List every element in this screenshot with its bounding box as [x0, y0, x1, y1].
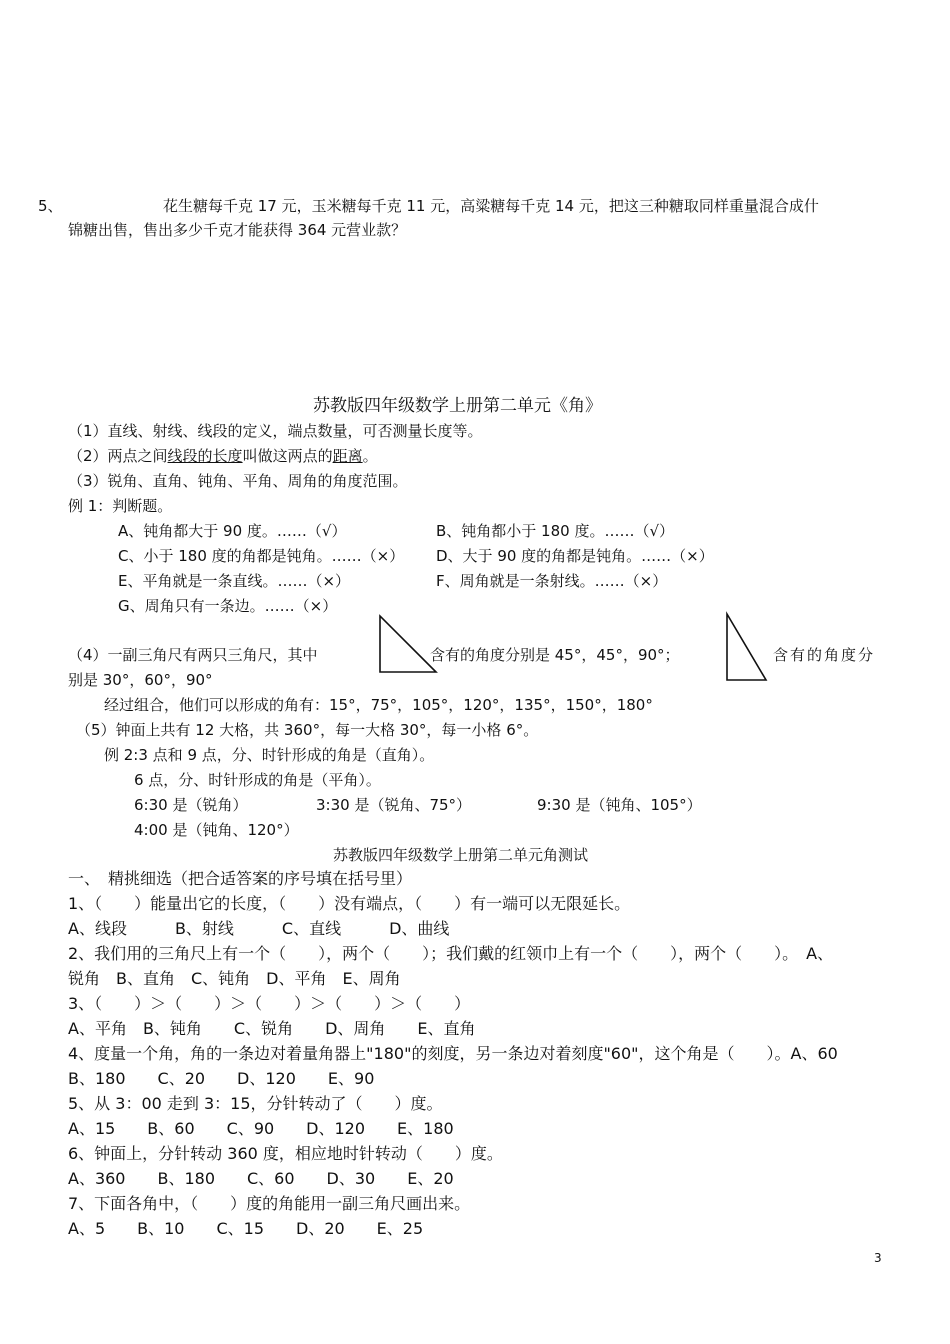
quiz-q6: 6、钟面上，分针转动 360 度，相应地时针转动（ ）度。 [68, 1144, 503, 1163]
example-1-item-a: A、钝角都大于 90 度。……（√） [118, 522, 347, 540]
quiz-q7: 7、下面各角中，（ ）度的角能用一副三角尺画出来。 [68, 1194, 471, 1213]
quiz-q3: 3、（ ）＞（ ）＞（ ）＞（ ）＞（ ） [68, 994, 471, 1013]
set-square-45-icon [378, 614, 438, 674]
quiz-q4-options: B、180 C、20 D、120 E、90 [68, 1069, 375, 1088]
example-2-line-1: 例 2:3 点和 9 点，分、时针形成的角是（直角）。 [104, 746, 435, 764]
quiz-q5-options: A、15 B、60 C、90 D、120 E、180 [68, 1119, 454, 1138]
problem-number: 5、 [38, 197, 63, 215]
notes-point-5: （5）钟面上共有 12 大格，共 360°，每一大格 30°，每一小格 6°。 [76, 721, 539, 739]
quiz-q6-options: A、360 B、180 C、60 D、30 E、20 [68, 1169, 454, 1188]
notes-point-4-a: （4）一副三角尺有两只三角尺，其中 [68, 646, 318, 664]
example-1-item-d: D、大于 90 度的角都是钝角。……（×） [436, 547, 714, 565]
example-1-item-b: B、钝角都小于 180 度。……（√） [436, 522, 675, 540]
problem-text-line-2: 锦糖出售，售出多少千克才能获得 364 元营业款？ [68, 221, 407, 239]
quiz-q7-options: A、5 B、10 C、15 D、20 E、25 [68, 1219, 424, 1238]
notes-point-2-a: （2）两点之间 [68, 447, 168, 465]
notes-title: 苏教版四年级数学上册第二单元《角》 [313, 396, 602, 416]
example-1-item-c: C、小于 180 度的角都是钝角。……（×） [118, 547, 405, 565]
example-2-item-400: 4:00 是（钝角、120°） [134, 821, 299, 839]
quiz-q4: 4、度量一个角，角的一条边对着量角器上"180"的刻度，另一条边对着刻度"60"，这个角是（ ）。A、60 [68, 1044, 838, 1063]
quiz-title: 苏教版四年级数学上册第二单元角测试 [333, 846, 589, 864]
quiz-q5: 5、从 3：00 走到 3：15，分针转动了（ ）度。 [68, 1094, 443, 1113]
notes-point-2-e: 。 [362, 447, 378, 465]
quiz-q1: 1、（ ）能量出它的长度，（ ）没有端点，（ ）有一端可以无限延长。 [68, 894, 631, 913]
notes-point-2-c: 叫做这两点的 [242, 447, 333, 465]
notes-point-4-e: 经过组合，他们可以形成的角有：15°，75°，105°，120°，135°，150°，180° [104, 696, 653, 714]
example-1-item-e: E、平角就是一条直线。……（×） [118, 572, 351, 590]
quiz-q3-options: A、平角 B、钝角 C、锐角 D、周角 E、直角 [68, 1019, 476, 1038]
notes-point-1: （1）直线、射线、线段的定义，端点数量，可否测量长度等。 [68, 422, 483, 440]
page-number: 3 [874, 1251, 882, 1265]
notes-point-4-b: 含有的角度分别是 45°，45°，90°； [430, 646, 680, 664]
problem-text-line-1: 花生糖每千克 17 元，玉米糖每千克 11 元，高粱糖每千克 14 元，把这三种糖取同样重量混合成什 [163, 197, 819, 215]
quiz-q2-options: 锐角 B、直角 C、钝角 D、平角 E、周角 [68, 969, 401, 988]
example-1-item-g: G、周角只有一条边。……（×） [118, 597, 338, 615]
example-2-item-930: 9:30 是（钝角、105°） [537, 796, 702, 814]
notes-point-2 [68, 446, 378, 466]
notes-point-2-underlined-2: 距离 [332, 447, 363, 465]
example-2-line-2: 6 点，分、时针形成的角是（平角）。 [134, 771, 381, 789]
notes-point-4-d: 别是 30°，60°，90° [68, 671, 213, 689]
example-1-item-f: F、周角就是一条射线。……（×） [436, 572, 668, 590]
notes-point-4-c: 含有的角度分 [773, 646, 876, 664]
quiz-section-heading: 一、 精挑细选（把合适答案的序号填在括号里） [68, 869, 413, 888]
notes-point-3: （3）锐角、直角、钝角、平角、周角的角度范围。 [68, 472, 408, 490]
notes-point-2-underlined-1: 线段的长度 [167, 447, 243, 465]
example-1-label: 例 1：判断题。 [68, 497, 173, 515]
example-2-item-630: 6:30 是（锐角） [134, 796, 248, 814]
quiz-q1-options: A、线段 B、射线 C、直线 D、曲线 [68, 919, 450, 938]
example-2-item-330: 3:30 是（锐角、75°） [316, 796, 472, 814]
quiz-q2: 2、我们用的三角尺上有一个（ ），两个（ ）；我们戴的红领巾上有一个（ ），两个（ ）。 A、 [68, 944, 834, 963]
set-square-30-60-icon [724, 612, 768, 682]
